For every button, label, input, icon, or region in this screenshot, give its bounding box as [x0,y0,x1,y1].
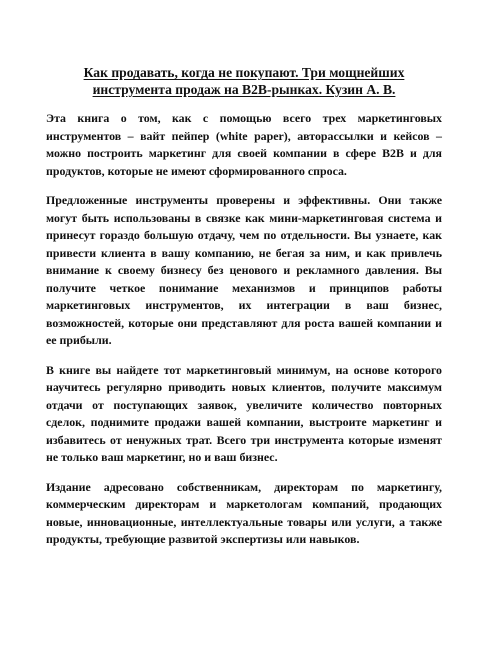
document-page [46,64,442,561]
paragraph-intro: Эта книга о том, как с помощью всего трех маркетинговых инструментов – вайт пейпер (white paper), авторассылки и кейсов – можно построить маркетинг для своей компании в сфере B2B и для продуктов, которые не имеют сформированного спроса. [46,111,442,178]
paragraph-benefits: В книге вы найдете тот маркетинговый минимум, на основе которого научитесь регулярно приводить новых клиентов, получите максимум отдачи от поступающих заявок, увеличите количество повторных сделок, поднимите продажи вашей компании, выстроите маркетинг и избавитесь от ненужных трат. Всего три инструмента которые изменят не только ваш маркетинг, но и ваш бизнес. [46,362,442,464]
paragraph-audience: Издание адресовано собственникам, директорам по маркетингу, коммерческим директорам и маркетологам компаний, продающих новые, инновационные, интеллектуальные товары или услуги, а также продукты, требующие развитой экспертизы или навыков. [46,479,442,546]
document-title: Как продавать, когда не покупают. Три мощнейших инструмента продаж на B2B-рынках. Кузин А. В. [83,65,405,97]
paragraph-tools: Предложенные инструменты проверены и эффективны. Они также могут быть использованы в связке как мини-маркетинговая система и принесут гораздо большую отдачу, чем по отдельности. Вы узнаете, как привести клиента в вашу компанию, не бегая за ним, и как привлечь внимание к своему бизнесу без ценового и рекламного давления. Вы получите четкое понимание механизмов и принципов работы маркетинговых инструментов, их интеграции в ваш бизнес, возможностей, которые они представляют для роста вашей компании и ее прибыли. [46,193,442,347]
